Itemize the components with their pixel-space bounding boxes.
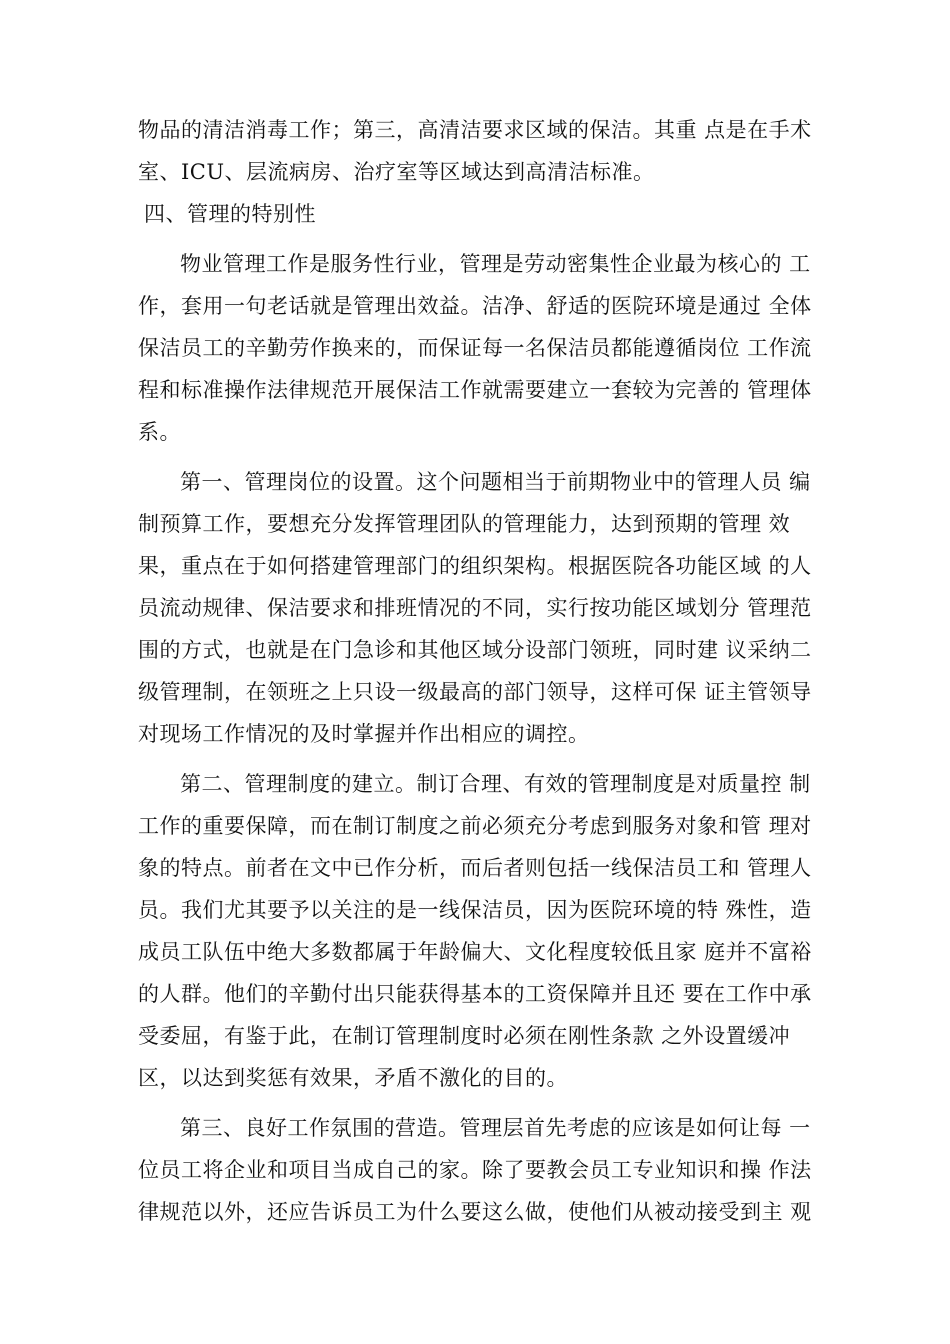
text-line: 围的方式，也就是在门急诊和其他区域分设部门领班，同时建 议采纳二 xyxy=(138,638,812,662)
paragraph-work-atmosphere xyxy=(138,1107,824,1233)
text-line: 律规范以外，还应告诉员工为什么要这么做，使他们从被动接受到主 观 xyxy=(138,1200,812,1224)
paragraph-management-intro xyxy=(138,243,824,453)
text-line: 制预算工作，要想充分发挥管理团队的管理能力，达到预期的管理 效 xyxy=(138,512,791,536)
text-line: 程和标准操作法律规范开展保洁工作就需要建立一套较为完善的 管理体 xyxy=(138,378,812,402)
text-line: 第二、管理制度的建立。制订合理、有效的管理制度是对质量控 制 xyxy=(180,772,811,796)
document-body xyxy=(138,109,824,1233)
text-line: 第一、管理岗位的设置。这个问题相当于前期物业中的管理人员 编 xyxy=(180,470,811,494)
text-line: 成员工队伍中绝大多数都属于年龄偏大、文化程度较低且家 庭并不富裕 xyxy=(138,940,812,964)
text-line: 员。我们尤其要予以关注的是一线保洁员，因为医院环境的特 殊性，造 xyxy=(138,898,812,922)
text-line: 对现场工作情况的及时掌握并作出相应的调控。 xyxy=(138,722,590,746)
paragraph-position-setup xyxy=(138,461,824,755)
text-line: 保洁员工的辛勤劳作换来的，而保证每一名保洁员都能遵循岗位 工作流 xyxy=(138,336,812,360)
text-line: 员流动规律、保洁要求和排班情况的不同，实行按功能区域划分 管理范 xyxy=(138,596,812,620)
text-line: 象的特点。前者在文中已作分析，而后者则包括一线保洁员工和 管理人 xyxy=(138,856,812,880)
continuation-paragraph xyxy=(138,109,824,193)
text-line: 室、ICU、层流病房、治疗室等区域达到高清洁标准。 xyxy=(138,160,655,184)
text-line: 系。 xyxy=(138,420,181,444)
text-line: 受委屈，有鉴于此，在制订管理制度时必须在刚性条款 之外设置缓冲 xyxy=(138,1024,791,1048)
text-line: 第三、良好工作氛围的营造。管理层首先考虑的应该是如何让每 一 xyxy=(180,1116,811,1140)
paragraph-system-building xyxy=(138,763,824,1099)
text-line: 物业管理工作是服务性行业，管理是劳动密集性企业最为核心的 工 xyxy=(180,252,811,276)
text-line: 的人群。他们的辛勤付出只能获得基本的工资保障并且还 要在工作中承 xyxy=(138,982,812,1006)
text-line: 工作的重要保障，而在制订制度之前必须充分考虑到服务对象和管 理对 xyxy=(138,814,812,838)
text-line: 区，以达到奖惩有效果，矛盾不激化的目的。 xyxy=(138,1066,568,1090)
section-heading: 四、管理的特别性 xyxy=(144,202,316,226)
text-line: 果，重点在于如何搭建管理部门的组织架构。根据医院各功能区域 的人 xyxy=(138,554,812,578)
text-line: 级管理制，在领班之上只设一级最高的部门领导，这样可保 证主管领导 xyxy=(138,680,812,704)
text-line: 作，套用一句老话就是管理出效益。洁净、舒适的医院环境是通过 全体 xyxy=(138,294,812,318)
text-line: 位员工将企业和项目当成自己的家。除了要教会员工专业知识和操 作法 xyxy=(138,1158,812,1182)
text-line: 物品的清洁消毒工作；第三，高清洁要求区域的保洁。其重 点是在手术 xyxy=(138,118,812,142)
